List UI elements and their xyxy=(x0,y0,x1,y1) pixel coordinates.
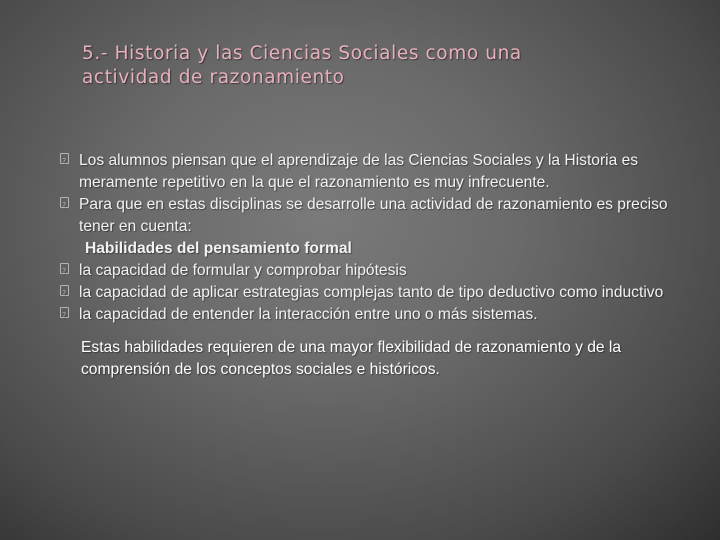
section-subheading: Habilidades del pensamiento formal xyxy=(85,240,352,257)
slide-title xyxy=(82,42,682,90)
bullet-item xyxy=(60,282,700,304)
slide-body xyxy=(60,150,700,381)
bullet-text: la capacidad de formular y comprobar hipótesis xyxy=(79,262,407,279)
bullet-item xyxy=(60,260,700,282)
bullet-item xyxy=(60,150,700,194)
missing-glyph-box-icon xyxy=(60,285,69,296)
bullet-item xyxy=(60,304,700,326)
missing-glyph-box-icon xyxy=(60,263,69,274)
bullet-text: la capacidad de entender la interacción entre uno o más sistemas. xyxy=(79,306,538,323)
slide-title-line-2: actividad de razonamiento xyxy=(82,67,345,88)
bullet-item xyxy=(60,194,700,238)
slide-title-line-1: 5.- Historia y las Ciencias Sociales como una xyxy=(82,43,522,64)
spacer xyxy=(60,326,700,337)
bullet-text: Para que en estas disciplinas se desarrolle una actividad de razonamiento es preciso tener en cuenta: xyxy=(79,196,668,235)
missing-glyph-box-icon xyxy=(60,307,69,318)
missing-glyph-box-icon xyxy=(60,197,69,208)
bullet-text: Los alumnos piensan que el aprendizaje de las Ciencias Sociales y la Historia es meramente repetitivo en la que el razonamiento es muy infrecuente. xyxy=(79,152,639,191)
closing-paragraph: Estas habilidades requieren de una mayor flexibilidad de razonamiento y de la comprensión de los conceptos sociales e históricos. xyxy=(81,339,622,378)
missing-glyph-box-icon xyxy=(60,153,69,164)
bullet-text: la capacidad de aplicar estrategias complejas tanto de tipo deductivo como inductivo xyxy=(79,284,664,301)
